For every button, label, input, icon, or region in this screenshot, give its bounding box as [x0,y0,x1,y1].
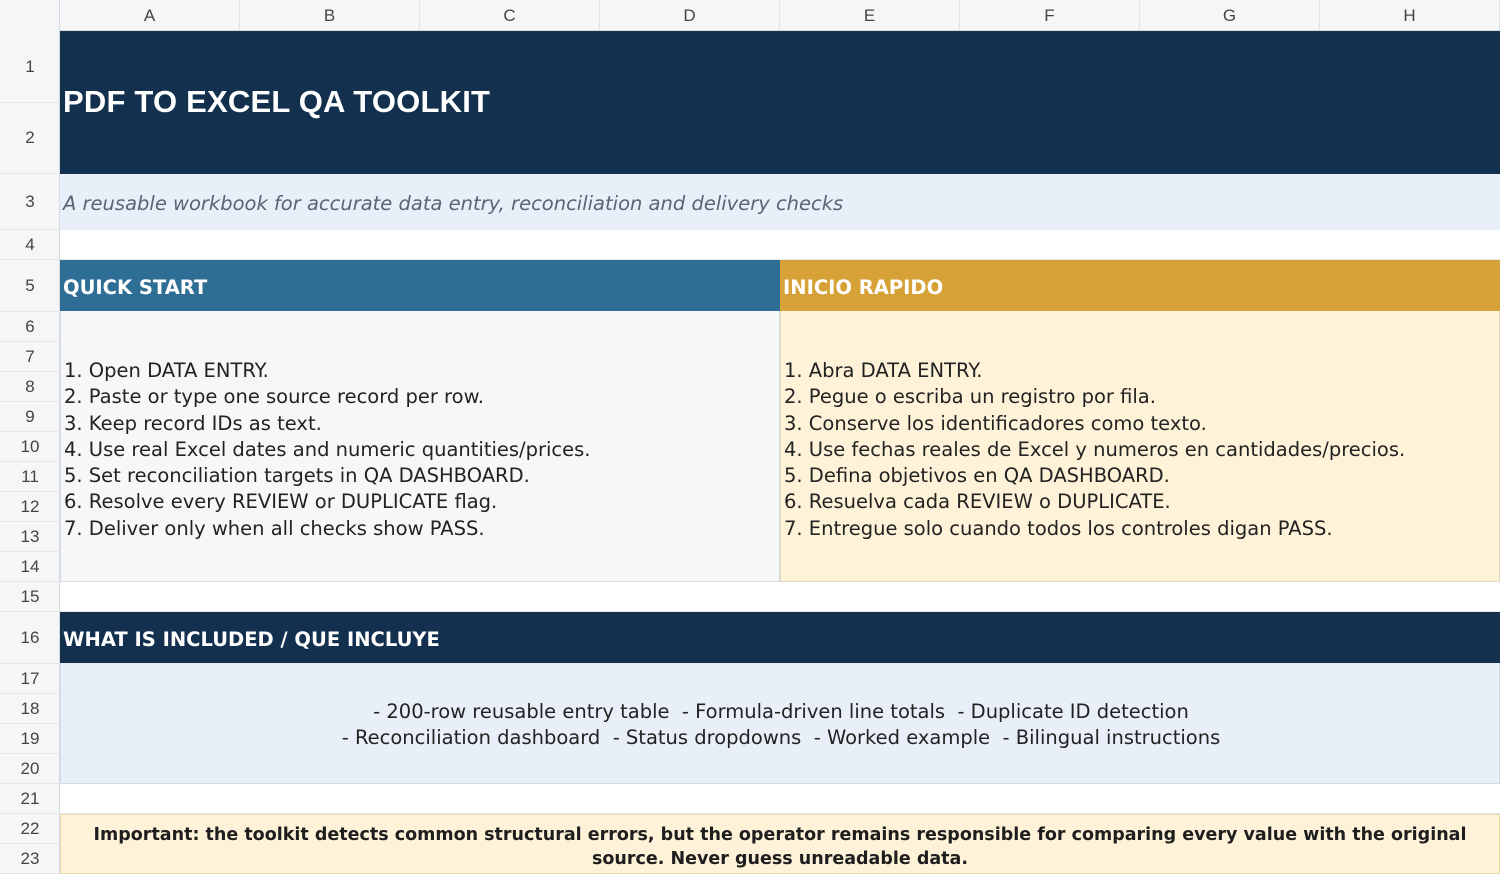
important-note[interactable]: Important: the toolkit detects common structural errors, but the operator remains responsible for comparing every value with the original source. Never guess unreadable data. [60,814,1500,874]
quick-start-panel[interactable] [60,311,780,582]
included-panel[interactable] [60,663,1500,784]
row-header-22[interactable]: 22 [0,814,60,844]
list-item: 1. Open DATA ENTRY. [64,359,269,382]
row-header-13[interactable]: 13 [0,522,60,552]
list-item: 4. Use real Excel dates and numeric quantities/prices. [64,437,591,461]
included-line: - Reconciliation dashboard - Status dropdowns - Worked example - Bilingual instructions [341,726,1221,749]
column-header-h[interactable]: H [1320,0,1500,31]
list-item: 7. Entregue solo cuando todos los controles digan PASS. [784,516,1333,540]
list-item: 3. Conserve los identificadores como texto. [784,411,1207,435]
row-header-19[interactable]: 19 [0,724,60,754]
list-item: 2. Paste or type one source record per row. [64,385,484,409]
column-header-g[interactable]: G [1140,0,1320,31]
row-header-10[interactable]: 10 [0,432,60,462]
row-header-11[interactable]: 11 [0,462,60,492]
page-title: PDF TO EXCEL QA TOOLKIT [63,84,491,119]
included-heading[interactable]: WHAT IS INCLUDED / QUE INCLUYE [60,612,1500,663]
row-header-17[interactable]: 17 [0,664,60,694]
inicio-rapido-steps [784,358,1405,542]
list-item: 2. Pegue o escriba un registro por fila. [784,385,1156,409]
row-header-23[interactable]: 23 [0,844,60,874]
select-all-corner[interactable] [0,0,60,31]
list-item: 3. Keep record IDs as text. [64,411,322,435]
row-header-8[interactable]: 8 [0,372,60,402]
list-item: 5. Set reconciliation targets in QA DASHBOARD. [64,464,530,488]
row-header-20[interactable]: 20 [0,754,60,784]
row-header-4[interactable]: 4 [0,230,60,260]
list-item: 5. Defina objetivos en QA DASHBOARD. [784,464,1170,488]
row-header-12[interactable]: 12 [0,492,60,522]
included-lines [61,699,1500,751]
row-header-9[interactable]: 9 [0,402,60,432]
row-header-14[interactable]: 14 [0,552,60,582]
row-header-2[interactable]: 2 [0,103,60,174]
column-header-a[interactable]: A [60,0,240,31]
included-line: - 200-row reusable entry table - Formula-driven line totals - Duplicate ID detection [373,700,1189,723]
row-header-5[interactable]: 5 [0,260,60,312]
column-header-d[interactable]: D [600,0,780,31]
list-item: 4. Use fechas reales de Excel y numeros en cantidades/precios. [784,437,1406,461]
quick-start-steps [64,358,591,542]
column-header-e[interactable]: E [780,0,960,31]
column-header-b[interactable]: B [240,0,420,31]
page-subtitle: A reusable workbook for accurate data entry, reconciliation and delivery checks [63,192,844,215]
list-item: 6. Resuelva cada REVIEW o DUPLICATE. [784,490,1171,514]
column-header-c[interactable]: C [420,0,600,31]
list-item: 1. Abra DATA ENTRY. [784,359,983,382]
list-item: 7. Deliver only when all checks show PASS. [64,516,485,540]
row-header-3[interactable]: 3 [0,174,60,230]
quick-start-heading[interactable]: QUICK START [60,260,780,311]
list-item: 6. Resolve every REVIEW or DUPLICATE flag. [64,490,498,514]
row-header-15[interactable]: 15 [0,582,60,612]
row-header-7[interactable]: 7 [0,342,60,372]
row-header-16[interactable]: 16 [0,612,60,664]
column-header-f[interactable]: F [960,0,1140,31]
row-header-1[interactable]: 1 [0,31,60,103]
inicio-rapido-heading[interactable]: INICIO RAPIDO [780,260,1500,311]
row-header-21[interactable]: 21 [0,784,60,814]
row-header-6[interactable]: 6 [0,312,60,342]
inicio-rapido-panel[interactable] [780,311,1500,582]
row-header-18[interactable]: 18 [0,694,60,724]
